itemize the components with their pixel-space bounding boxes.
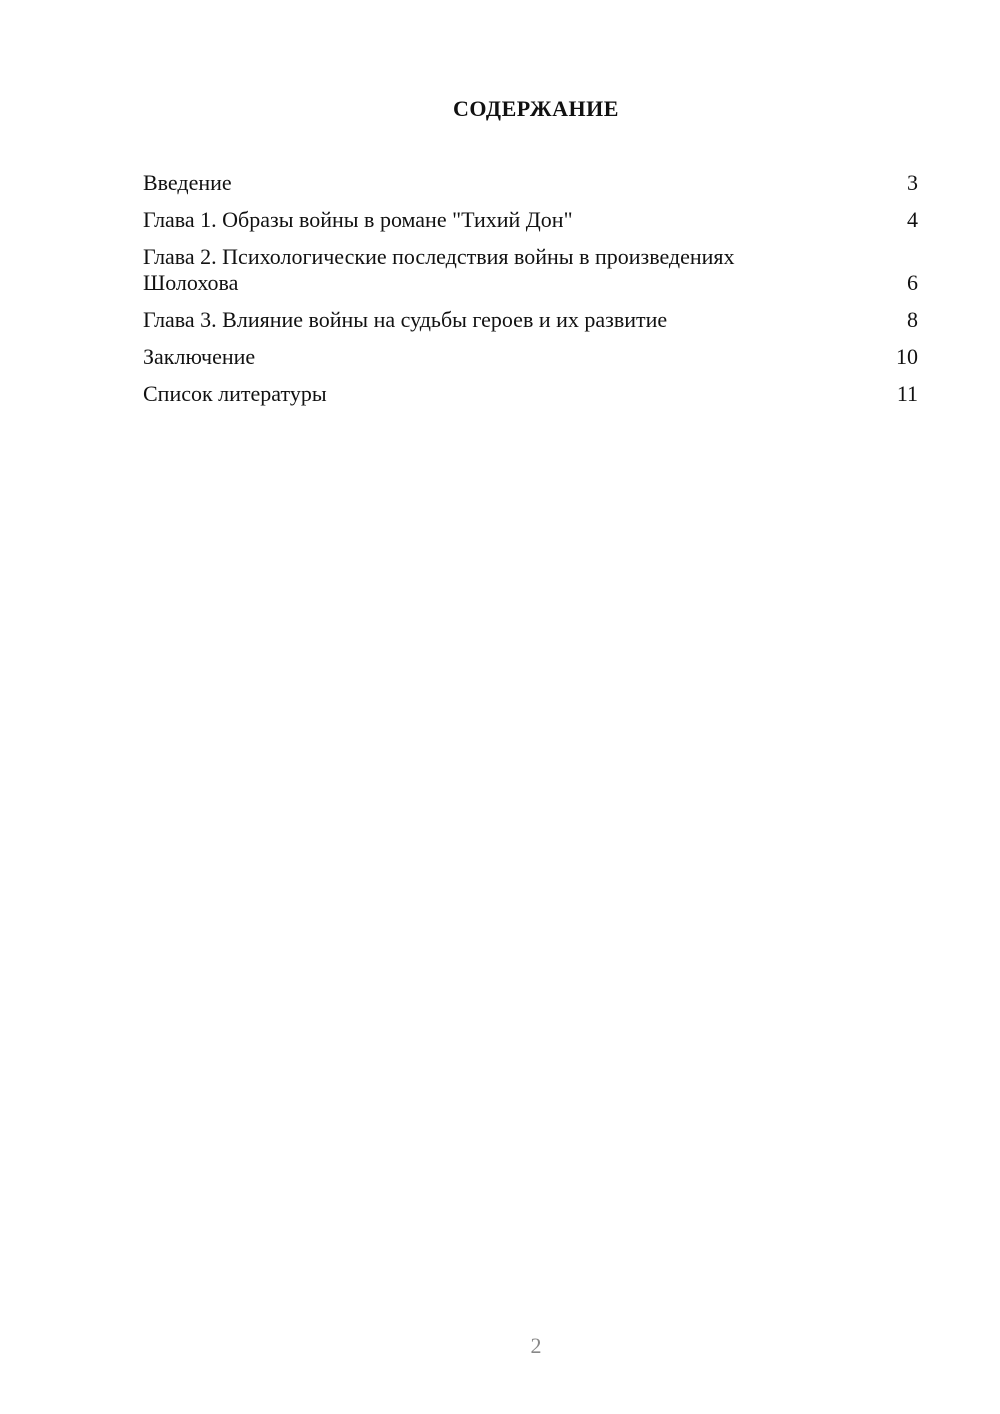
toc-entry-chapter-3 xyxy=(143,307,918,333)
toc-entry-page: 4 xyxy=(907,207,918,232)
toc-entry-introduction xyxy=(143,170,918,196)
toc-entry-page: 8 xyxy=(907,307,918,332)
table-of-contents xyxy=(143,170,918,418)
toc-entry-page: 6 xyxy=(907,270,918,295)
toc-entry-chapter-2 xyxy=(143,244,918,296)
toc-entry-title: Введение xyxy=(143,170,232,195)
toc-entry-title: Глава 2. Психологические последствия войны в произведениях Шолохова xyxy=(143,244,735,295)
toc-entry-page: 3 xyxy=(907,170,918,195)
toc-entry-chapter-1 xyxy=(143,207,918,233)
toc-entry-page: 10 xyxy=(896,344,918,369)
page-number: 2 xyxy=(530,1333,542,1358)
toc-entry-references xyxy=(143,381,918,407)
toc-entry-title: Список литературы xyxy=(143,381,327,406)
toc-entry-page: 11 xyxy=(896,381,918,406)
toc-entry-title: Глава 3. Влияние войны на судьбы героев и их развитие xyxy=(143,307,668,332)
toc-entry-title: Заключение xyxy=(143,344,256,369)
toc-entry-conclusion xyxy=(143,344,918,370)
page-title: СОДЕРЖАНИЕ xyxy=(453,96,619,121)
toc-entry-title: Глава 1. Образы войны в романе "Тихий Дон" xyxy=(143,207,573,232)
